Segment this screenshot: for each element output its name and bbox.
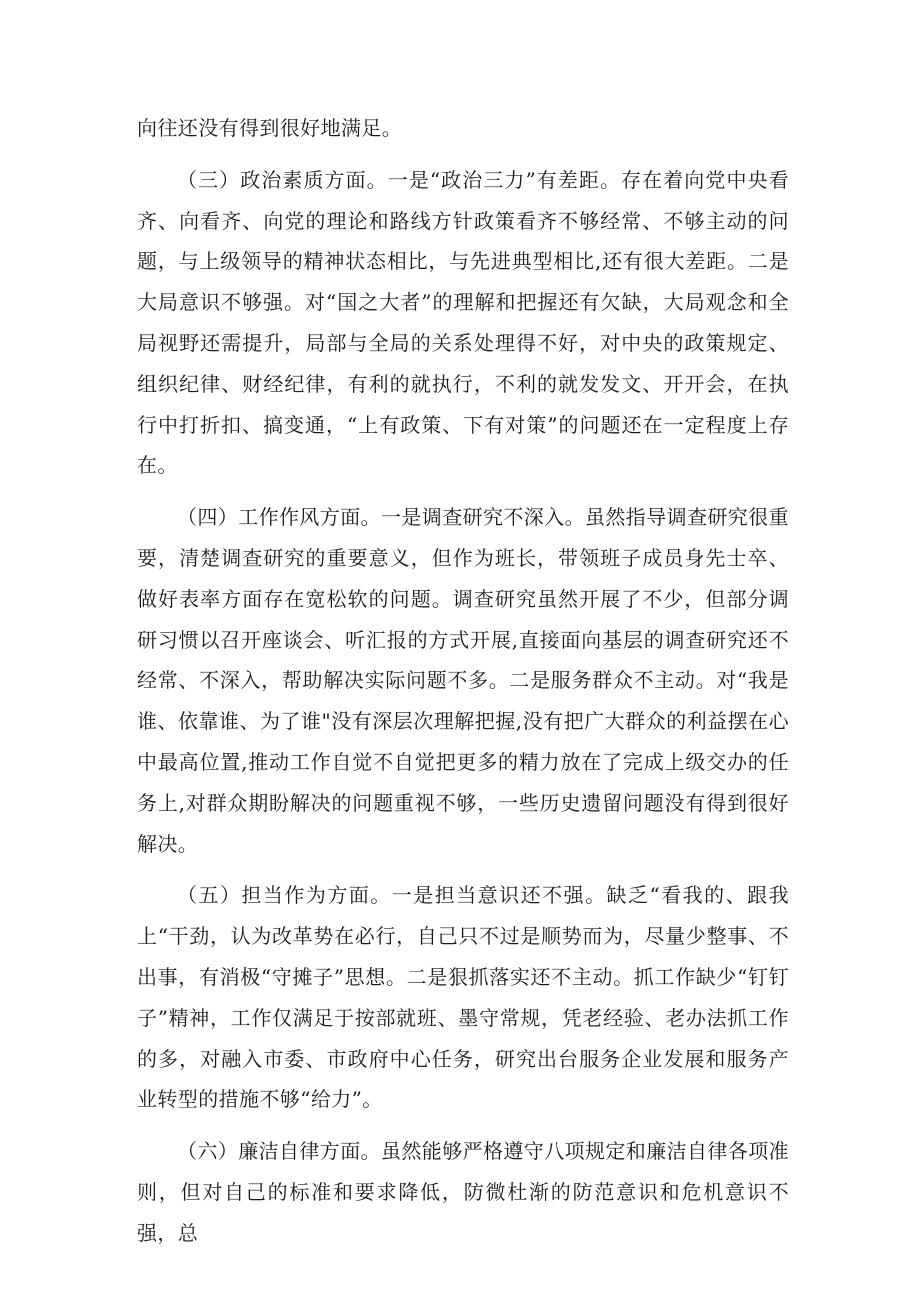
paragraph-integrity: （六）廉洁自律方面。虽然能够严格遵守八项规定和廉洁自律各项准则，但对自己的标准和要求降低，防微杜渐的防范意识和危机意识不强，总 [137,1139,789,1245]
paragraph-work-style: （四）工作作风方面。一是调查研究不深入。虽然指导调查研究很重要，清楚调查研究的重要意义，但作为班长，带领班子成员身先士卒、做好表率方面存在宽松软的问题。调查研究虽然开展了不少，但部分调研习惯以召开座谈会、听汇报的方式开展,直接面向基层的调查研究还不经常、不深入，帮助解决实际问题不多。二是服务群众不主动。对“我是谁、依靠谁、为了谁"没有深层次理解把握,没有把广大群众的利益摆在心中最高位置,推动工作自觉不自觉把更多的精力放在了完成上级交办的任务上,对群众期盼解决的问题重视不够，一些历史遗留问题没有得到很好解决。 [137,505,789,856]
paragraph-political-quality: （三）政治素质方面。一是“政治三力”有差距。存在着向党中央看齐、向看齐、向党的理论和路线方针政策看齐不够经常、不够主动的问题，与上级领导的精神状态相比，与先进典型相比,还有很大差距。二是大局意识不够强。对“国之大者”的理解和把握还有欠缺，大局观念和全局视野还需提升，局部与全局的关系处理得不好，对中央的政策规定、组织纪律、财经纪律，有利的就执行，不利的就发发文、开开会，在执行中打折扣、搞变通，“上有政策、下有对策”的问题还在一定程度上存在。 [137,167,789,478]
document-body [137,108,789,1254]
paragraph-continuation: 向往还没有得到很好地满足。 [137,116,403,140]
paragraph-responsibility: （五）担当作为方面。一是担当意识还不强。缺乏“看我的、跟我上“干劲，认为改革势在必行，自己只不过是顺势而为，尽量少整事、不出事，有消极“守摊子”思想。二是狠抓落实还不主动。抓工作缺少“钉钉子”精神，工作仅满足于按部就班、墨守常规，凭老经验、老办法抓工作的多，对融入市委、市政府中心任务，研究出台服务企业发展和服务产业转型的措施不够“给力”。 [137,883,789,1112]
